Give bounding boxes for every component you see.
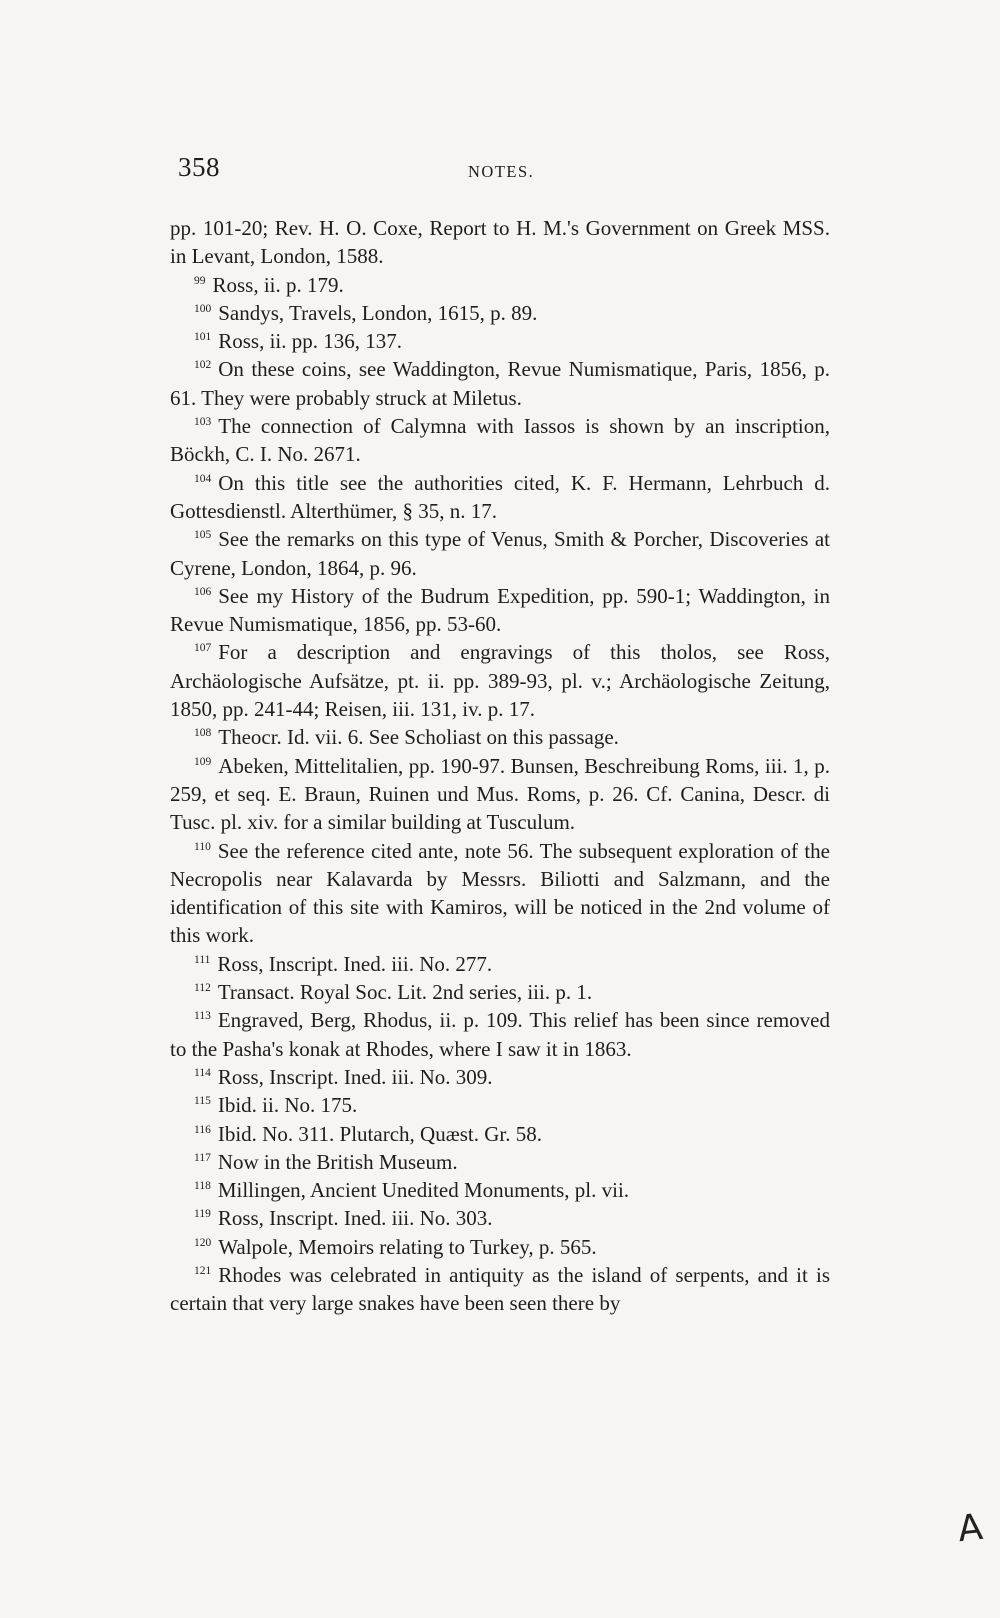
- footnote: [170, 582, 830, 639]
- footnote-number: 105: [194, 529, 212, 542]
- footnote: [170, 1120, 830, 1148]
- footnote-text: Millingen, Ancient Unedited Monuments, pl. vii.: [217, 1178, 630, 1203]
- footnote-number: 103: [194, 416, 212, 429]
- footnote-number: 110: [194, 840, 211, 853]
- footnote-text: Theocr. Id. vii. 6. See Scholiast on this passage.: [218, 725, 619, 750]
- footnote-text: Ross, Inscript. Ined. iii. No. 309.: [217, 1064, 493, 1089]
- footnote-number: 115: [194, 1095, 211, 1108]
- footnote: [170, 412, 830, 469]
- footnote-text: See the reference cited ante, note 56. The subsequent exploration of the Necropolis near Kalavarda by Messrs. Biliotti and Salzmann, and the identification of this site with Kamiros, will be noticed in the 2nd volume of this work.: [170, 838, 830, 948]
- footnote-text: See the remarks on this type of Venus, Smith & Porcher, Discoveries at Cyrene, London, 1864, p. 96.: [170, 527, 830, 580]
- footnote-text: Ross, Inscript. Ined. iii. No. 277.: [217, 951, 493, 976]
- footnote: [170, 355, 830, 412]
- footnote: [170, 723, 830, 751]
- handwritten-mark: A: [955, 1506, 985, 1551]
- footnote: [170, 469, 830, 526]
- footnote-number: 118: [194, 1180, 211, 1193]
- footnote-text: Transact. Royal Soc. Lit. 2nd series, iii. p. 1.: [217, 980, 593, 1005]
- footnote: [170, 1204, 830, 1232]
- footnote-text: The connection of Calymna with Iassos is shown by an inscription, Böckh, C. I. No. 2671.: [170, 414, 830, 467]
- footnote-number: 119: [194, 1208, 211, 1221]
- footnote-number: 114: [194, 1066, 211, 1079]
- notes-list: [170, 214, 830, 1318]
- footnote-text: Ross, ii. pp. 136, 137.: [218, 329, 403, 354]
- footnote-text: Sandys, Travels, London, 1615, p. 89.: [218, 300, 538, 325]
- footnote-number: 99: [194, 274, 206, 287]
- footnote: [170, 1176, 830, 1204]
- footnote: [170, 214, 830, 271]
- page-header: [178, 152, 828, 188]
- footnote: [170, 1063, 830, 1091]
- footnote-text: Rhodes was celebrated in antiquity as the island of serpents, and it is certain that very large snakes have been seen there by: [170, 1262, 830, 1316]
- footnote-text: Ibid. No. 311. Plutarch, Quæst. Gr. 58.: [217, 1121, 542, 1146]
- footnote: [170, 1148, 830, 1176]
- footnote-text: Ross, Inscript. Ined. iii. No. 303.: [217, 1206, 493, 1231]
- footnote-number: 116: [194, 1123, 211, 1136]
- footnote: [170, 271, 830, 299]
- page-number: 358: [178, 152, 220, 182]
- footnote-number: 104: [194, 472, 212, 485]
- footnote: [170, 1233, 830, 1261]
- footnote-number: 107: [194, 642, 212, 655]
- footnote: [170, 638, 830, 723]
- footnote-number: 121: [194, 1264, 212, 1277]
- footnote-text: See my History of the Budrum Expedition, pp. 590-1; Waddington, in Revue Numismatique, 1856, pp. 53-60.: [170, 583, 830, 637]
- footnote-number: 113: [194, 1010, 211, 1023]
- footnote-text: On this title see the authorities cited, K. F. Hermann, Lehrbuch d. Gottesdienstl. Alterthümer, § 35, n. 17.: [170, 470, 830, 523]
- footnote: [170, 752, 830, 837]
- footnote-text: Walpole, Memoirs relating to Turkey, p. 565.: [218, 1234, 597, 1259]
- footnote-text: Ross, ii. p. 179.: [212, 272, 344, 297]
- footnote-number: 108: [194, 727, 212, 740]
- footnote-number: 117: [194, 1151, 211, 1164]
- footnote: [170, 978, 830, 1006]
- footnote-number: 100: [194, 302, 212, 315]
- footnote-text: pp. 101-20; Rev. H. O. Coxe, Report to H. M.'s Government on Greek MSS. in Levant, London, 1588.: [170, 216, 830, 269]
- running-head: NOTES.: [468, 162, 535, 181]
- footnote: [170, 327, 830, 355]
- footnote-number: 111: [194, 953, 211, 966]
- footnote: [170, 1006, 830, 1063]
- footnote-number: 101: [194, 331, 212, 344]
- footnote-text: Ibid. ii. No. 175.: [217, 1093, 358, 1118]
- footnote: [170, 950, 830, 978]
- footnote-text: On these coins, see Waddington, Revue Numismatique, Paris, 1856, p. 61. They were probably struck at Miletus.: [170, 357, 830, 410]
- footnote-number: 102: [194, 359, 212, 372]
- footnote: [170, 525, 830, 582]
- footnote-text: Now in the British Museum.: [217, 1149, 458, 1174]
- footnote: [170, 299, 830, 327]
- footnote-text: Engraved, Berg, Rhodus, ii. p. 109. This relief has been since removed to the Pasha's konak at Rhodes, where I saw it in 1863.: [170, 1008, 830, 1061]
- footnote-text: Abeken, Mittelitalien, pp. 190-97. Bunsen, Beschreibung Roms, iii. 1, p. 259, et seq. E. Braun, Ruinen und Mus. Roms, p. 26. Cf. Canina, Descr. di Tusc. pl. xiv. for a similar building at Tusculum.: [170, 753, 830, 835]
- footnote: [170, 837, 830, 950]
- footnote: [170, 1261, 830, 1318]
- footnote: [170, 1091, 830, 1119]
- footnote-number: 112: [194, 982, 211, 995]
- footnote-number: 109: [194, 755, 212, 768]
- footnote-number: 120: [194, 1236, 212, 1249]
- footnote-number: 106: [194, 585, 212, 598]
- footnote-text: For a description and engravings of this tholos, see Ross, Archäologische Aufsätze, pt. ii. pp. 389-93, pl. v.; Archäologische Zeitung, 1850, pp. 241-44; Reisen, iii. 131, iv. p. 17.: [170, 640, 830, 722]
